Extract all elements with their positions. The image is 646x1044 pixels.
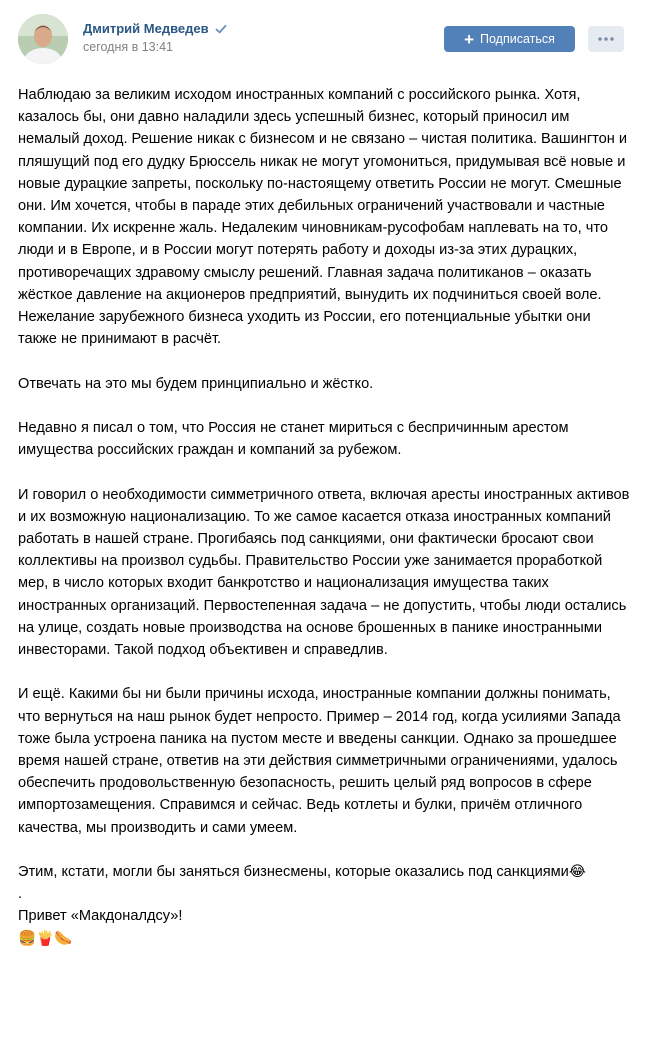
subscribe-button[interactable]	[444, 26, 575, 52]
checkmark-icon	[214, 22, 228, 36]
avatar-photo	[18, 14, 68, 64]
closing-line: Этим, кстати, могли бы заняться бизнесмены, которые оказались под санкциями	[18, 864, 569, 881]
post-paragraph: И ещё. Какими бы ни были причины исхода, иностранные компании должны понимать, что вернуться на наш рынок будет непросто. Пример – 2014 год, когда усилиями Запада тоже была устроена паника на пустом месте и введены санкции. Однако за прошедшее время нашей стране, ответив на эти действия симметричными ограничениями, удалось обеспечить продовольственную безопасность, решить целый ряд вопросов в сфере импортозамещения. Справимся и сейчас. Ведь котлеты и булки, причём отличного качества, мы производить и сами умеем.	[18, 686, 621, 836]
subscribe-label: Подписаться	[480, 32, 555, 46]
greeting-line: Привет «Макдоналдсу»!	[18, 908, 183, 925]
post-date[interactable]: сегодня в 13:41	[83, 40, 173, 54]
more-button[interactable]	[588, 26, 624, 52]
food-emoji-icon: 🍔🍟🌭	[18, 929, 73, 947]
avatar[interactable]	[18, 14, 68, 64]
laughing-emoji-icon: 😂	[568, 863, 586, 881]
post-paragraph: Недавно я писал о том, что Россия не станет мириться с беспричинным арестом имущества российских граждан и компаний за рубежом.	[18, 420, 569, 459]
post-paragraph: И говорил о необходимости симметричного ответа, включая аресты иностранных активов и их возможную национализацию. То же самое касается отказа иностранных компаний работать в нашей стране. Прогибаясь под санкциями, они фактически бросают свои коллективы на произвол судьбы. Правительство России уже занимается проработкой мер, в число которых входит банкротство и национализация имущества таких иностранных организаций. Первостепенная задача – не допустить, чтобы люди остались на улице, создать новые производства на основе брошенных в панике иностранными инвесторами. Такой подход объективен и справедлив.	[18, 486, 630, 659]
dot-line: .	[18, 886, 23, 903]
post-paragraph: Отвечать на это мы будем принципиально и жёстко.	[18, 375, 374, 392]
more-dots-icon	[597, 36, 615, 42]
post-text	[18, 84, 630, 950]
plus-icon: +	[464, 29, 475, 49]
closing-paragraph	[18, 861, 630, 883]
post-header	[0, 0, 646, 70]
author-name[interactable]: Дмитрий Медведев	[83, 21, 209, 36]
post-paragraph: Наблюдаю за великим исходом иностранных компаний с российского рынка. Хотя, казалось бы, они давно наладили здесь успешный бизнес, который приносил им немалый доход. Решение никак с бизнесом и не связано – чистая политика. Вашингтон и пляшущий под его дудку Брюссель никак не могут угомониться, придумывая всё новые и новые дурацкие запреты, поскольку по-настоящему ответить России не могут. Смешные они. Им хочется, чтобы в параде этих дебильных ограничений участвовали и частные компании. Их искренне жаль. Недалеким чиновникам-русофобам наплевать на то, что люди и в Европе, и в России могут потерять работу и доходы из-за этих дурацких, противоречащих здравому смыслу решений. Главная задача политиканов – оказать жёсткое давление на акционеров предприятий, вынудить их подчиниться своей воле. Нежелание зарубежного бизнеса уходить из России, его потенциальные убытки они также не принимают в расчёт.	[18, 87, 628, 348]
